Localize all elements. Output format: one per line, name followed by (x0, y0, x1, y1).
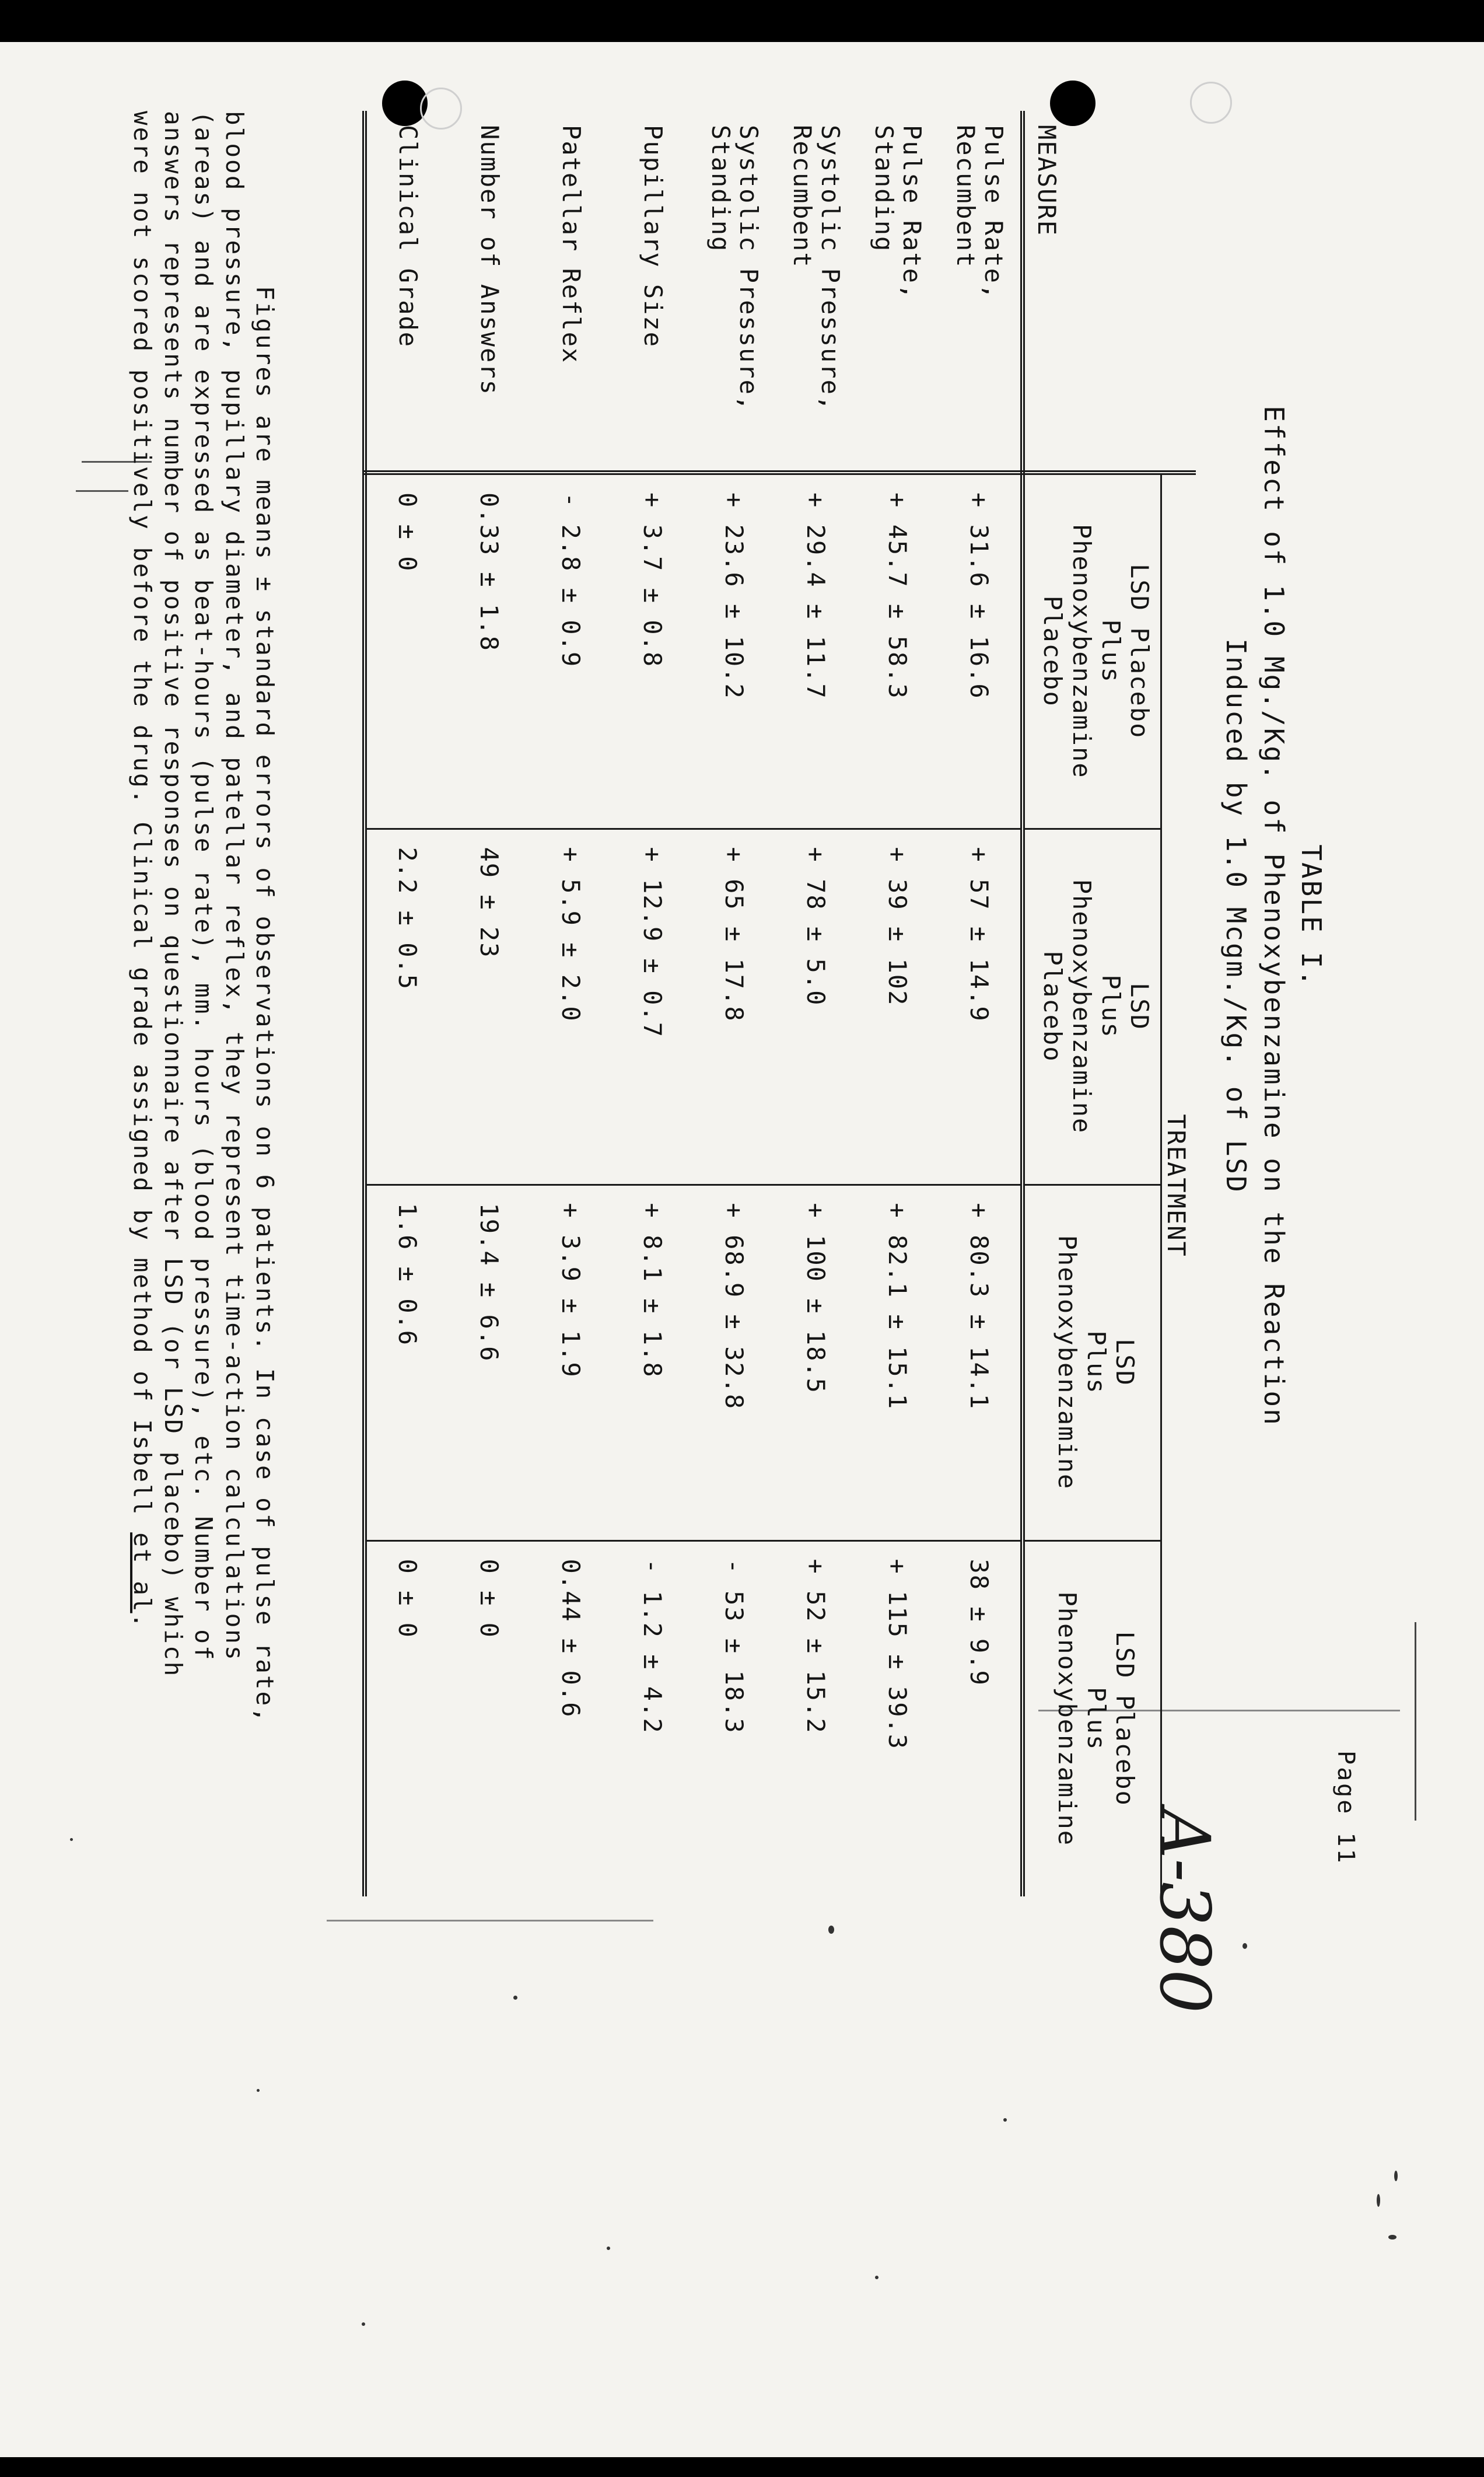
column-header-line: Placebo (1038, 595, 1068, 707)
column-header-line: Plus (1096, 619, 1125, 683)
measure-label: Recumbent (788, 125, 817, 268)
value-cell: + 8.1 ± 1.8 (612, 1185, 694, 1540)
footnote-text: were not scored positively before the drug. Clinical grade assigned by method of Isbell (128, 111, 157, 1533)
measure-label: Standing (706, 125, 735, 253)
scan-speck (513, 1996, 517, 2000)
value-cell: + 5.9 ± 2.0 (530, 829, 612, 1185)
measure-cell (775, 111, 857, 473)
value-cell: + 65 ± 17.8 (694, 829, 775, 1185)
measure-cell (612, 111, 694, 473)
column-header-line: LSD Placebo (1125, 564, 1154, 739)
column-header-row (1023, 111, 1161, 1896)
value-cell: + 100 ± 18.5 (775, 1185, 857, 1540)
measure-cell (365, 111, 449, 473)
measure-label: Number of Answers (475, 125, 505, 396)
title-line-2: Induced by 1.0 Mcgm./Kg. of LSD (1220, 638, 1252, 1194)
table-row (775, 111, 857, 1896)
footnote-text: . (128, 1613, 157, 1630)
footnote-line: blood pressure, pupillary diameter, and patellar reflex, they represent time-action calculations (220, 111, 249, 1662)
value-cell: + 68.9 ± 32.8 (694, 1185, 775, 1540)
table-row (365, 111, 449, 1896)
value-cell: + 82.1 ± 15.1 (857, 1185, 939, 1540)
scan-bottom-border (0, 2457, 1484, 2477)
table-row (857, 111, 939, 1896)
value-cell: + 29.4 ± 11.7 (775, 473, 857, 829)
table-footnote (127, 111, 280, 1885)
table-row (612, 111, 694, 1896)
measure-cell (694, 111, 775, 473)
table-row (449, 111, 530, 1896)
column-header-line: Plus (1082, 1330, 1111, 1395)
page-number: Page 11 (1332, 1751, 1359, 1865)
value-cell: + 115 ± 39.3 (857, 1540, 939, 1896)
value-cell: - 53 ± 18.3 (694, 1540, 775, 1896)
footnote-line (127, 111, 158, 1885)
column-header-line: Plus (1082, 1687, 1111, 1751)
scan-speck (1394, 2171, 1398, 2181)
scan-mark (1415, 1622, 1416, 1821)
measure-cell (530, 111, 612, 473)
footnote-line: answers represents number of positive responses on questionnaire after LSD (or LSD placebo) which (159, 111, 187, 1678)
scan-speck (1388, 2235, 1396, 2240)
column-header (1023, 1185, 1161, 1540)
blank-header-cell (1161, 111, 1196, 473)
value-cell: 0.33 ± 1.8 (449, 473, 530, 829)
column-header-line: Placebo (1038, 951, 1068, 1063)
footnote-citation: et al (128, 1532, 157, 1613)
table-row (530, 111, 612, 1896)
measure-label: Standing (870, 125, 898, 253)
measure-label: Pupillary Size (639, 125, 668, 348)
column-header-line: Phenoxybenzamine (1053, 1591, 1082, 1847)
column-header (1023, 829, 1161, 1185)
column-header-line: Plus (1096, 974, 1125, 1039)
measure-label: Clinical Grade (394, 125, 423, 348)
value-cell: + 31.6 ± 16.6 (939, 473, 1023, 829)
column-header (1023, 1540, 1161, 1896)
scan-speck (607, 2247, 610, 2250)
value-cell: - 1.2 ± 4.2 (612, 1540, 694, 1896)
measure-label: Pulse Rate, (979, 125, 1009, 301)
measure-label: Patellar Reflex (557, 125, 586, 364)
footnote-line: Figures are means ± standard errors of observations on 6 patients. In case of pulse rate, (251, 286, 279, 1724)
value-cell: - 2.8 ± 0.9 (530, 473, 612, 829)
measure-cell (857, 111, 939, 473)
value-cell: + 3.7 ± 0.8 (612, 473, 694, 829)
value-cell: 49 ± 23 (449, 829, 530, 1185)
value-cell: + 12.9 ± 0.7 (612, 829, 694, 1185)
column-header-line: LSD Placebo (1111, 1631, 1140, 1807)
value-cell: + 45.7 ± 58.3 (857, 473, 939, 829)
value-cell: 0 ± 0 (449, 1540, 530, 1896)
table-title (1217, 245, 1330, 1587)
scan-speck (875, 2276, 878, 2279)
scan-speck (257, 2089, 260, 2092)
column-header-line: Phenoxybenzamine (1068, 879, 1096, 1134)
column-header (1023, 473, 1161, 829)
footnote-line: (areas) and are expressed as beat-hours (pulse rate), mm. hours (blood pressure), etc. Number of (190, 111, 218, 1662)
value-cell: 2.2 ± 0.5 (365, 829, 449, 1185)
column-header-line: Phenoxybenzamine (1053, 1235, 1082, 1490)
value-cell: 0 ± 0 (365, 1540, 449, 1896)
measure-label: Recumbent (951, 125, 980, 268)
column-header-line: LSD (1125, 983, 1154, 1030)
treatment-label: TREATMENT (1161, 473, 1196, 1896)
value-cell: 0.44 ± 0.6 (530, 1540, 612, 1896)
measure-label: Systolic Pressure, (734, 125, 764, 412)
table-row (694, 111, 775, 1896)
table-row (939, 111, 1023, 1896)
scan-speck (362, 2322, 365, 2326)
column-header-line: Phenoxybenzamine (1068, 523, 1096, 779)
value-cell: + 3.9 ± 1.9 (530, 1185, 612, 1540)
measure-cell (939, 111, 1023, 473)
value-cell: + 78 ± 5.0 (775, 829, 857, 1185)
column-header-line: LSD (1111, 1339, 1140, 1386)
handwritten-document-code: A-380 (1144, 1809, 1225, 2014)
title-line-1: Effect of 1.0 Mg./Kg. of Phenoxybenzamine on the Reaction (1258, 406, 1290, 1427)
measure-label: Systolic Pressure, (816, 125, 845, 412)
value-cell: 38 ± 9.9 (939, 1540, 1023, 1896)
scan-speck (1003, 2118, 1007, 2122)
value-cell: 19.4 ± 6.6 (449, 1185, 530, 1540)
measure-header: MEASURE (1023, 111, 1161, 473)
scan-speck (828, 1926, 834, 1934)
value-cell: + 39 ± 102 (857, 829, 939, 1185)
value-cell: + 80.3 ± 14.1 (939, 1185, 1023, 1540)
document-page (29, 70, 1371, 2014)
results-table (362, 111, 1196, 1896)
treatment-header-row (1161, 111, 1196, 1896)
value-cell: 1.6 ± 0.6 (365, 1185, 449, 1540)
value-cell: + 23.6 ± 10.2 (694, 473, 775, 829)
measure-label: Pulse Rate, (898, 125, 927, 301)
scan-mark (327, 1920, 653, 1921)
scan-speck (1242, 1943, 1247, 1949)
scan-top-border (0, 0, 1484, 42)
value-cell: + 57 ± 14.9 (939, 829, 1023, 1185)
table-number: TABLE I. (1296, 844, 1327, 988)
scan-speck (1377, 2194, 1380, 2207)
value-cell: + 52 ± 15.2 (775, 1540, 857, 1896)
value-cell: 0 ± 0 (365, 473, 449, 829)
measure-cell (449, 111, 530, 473)
